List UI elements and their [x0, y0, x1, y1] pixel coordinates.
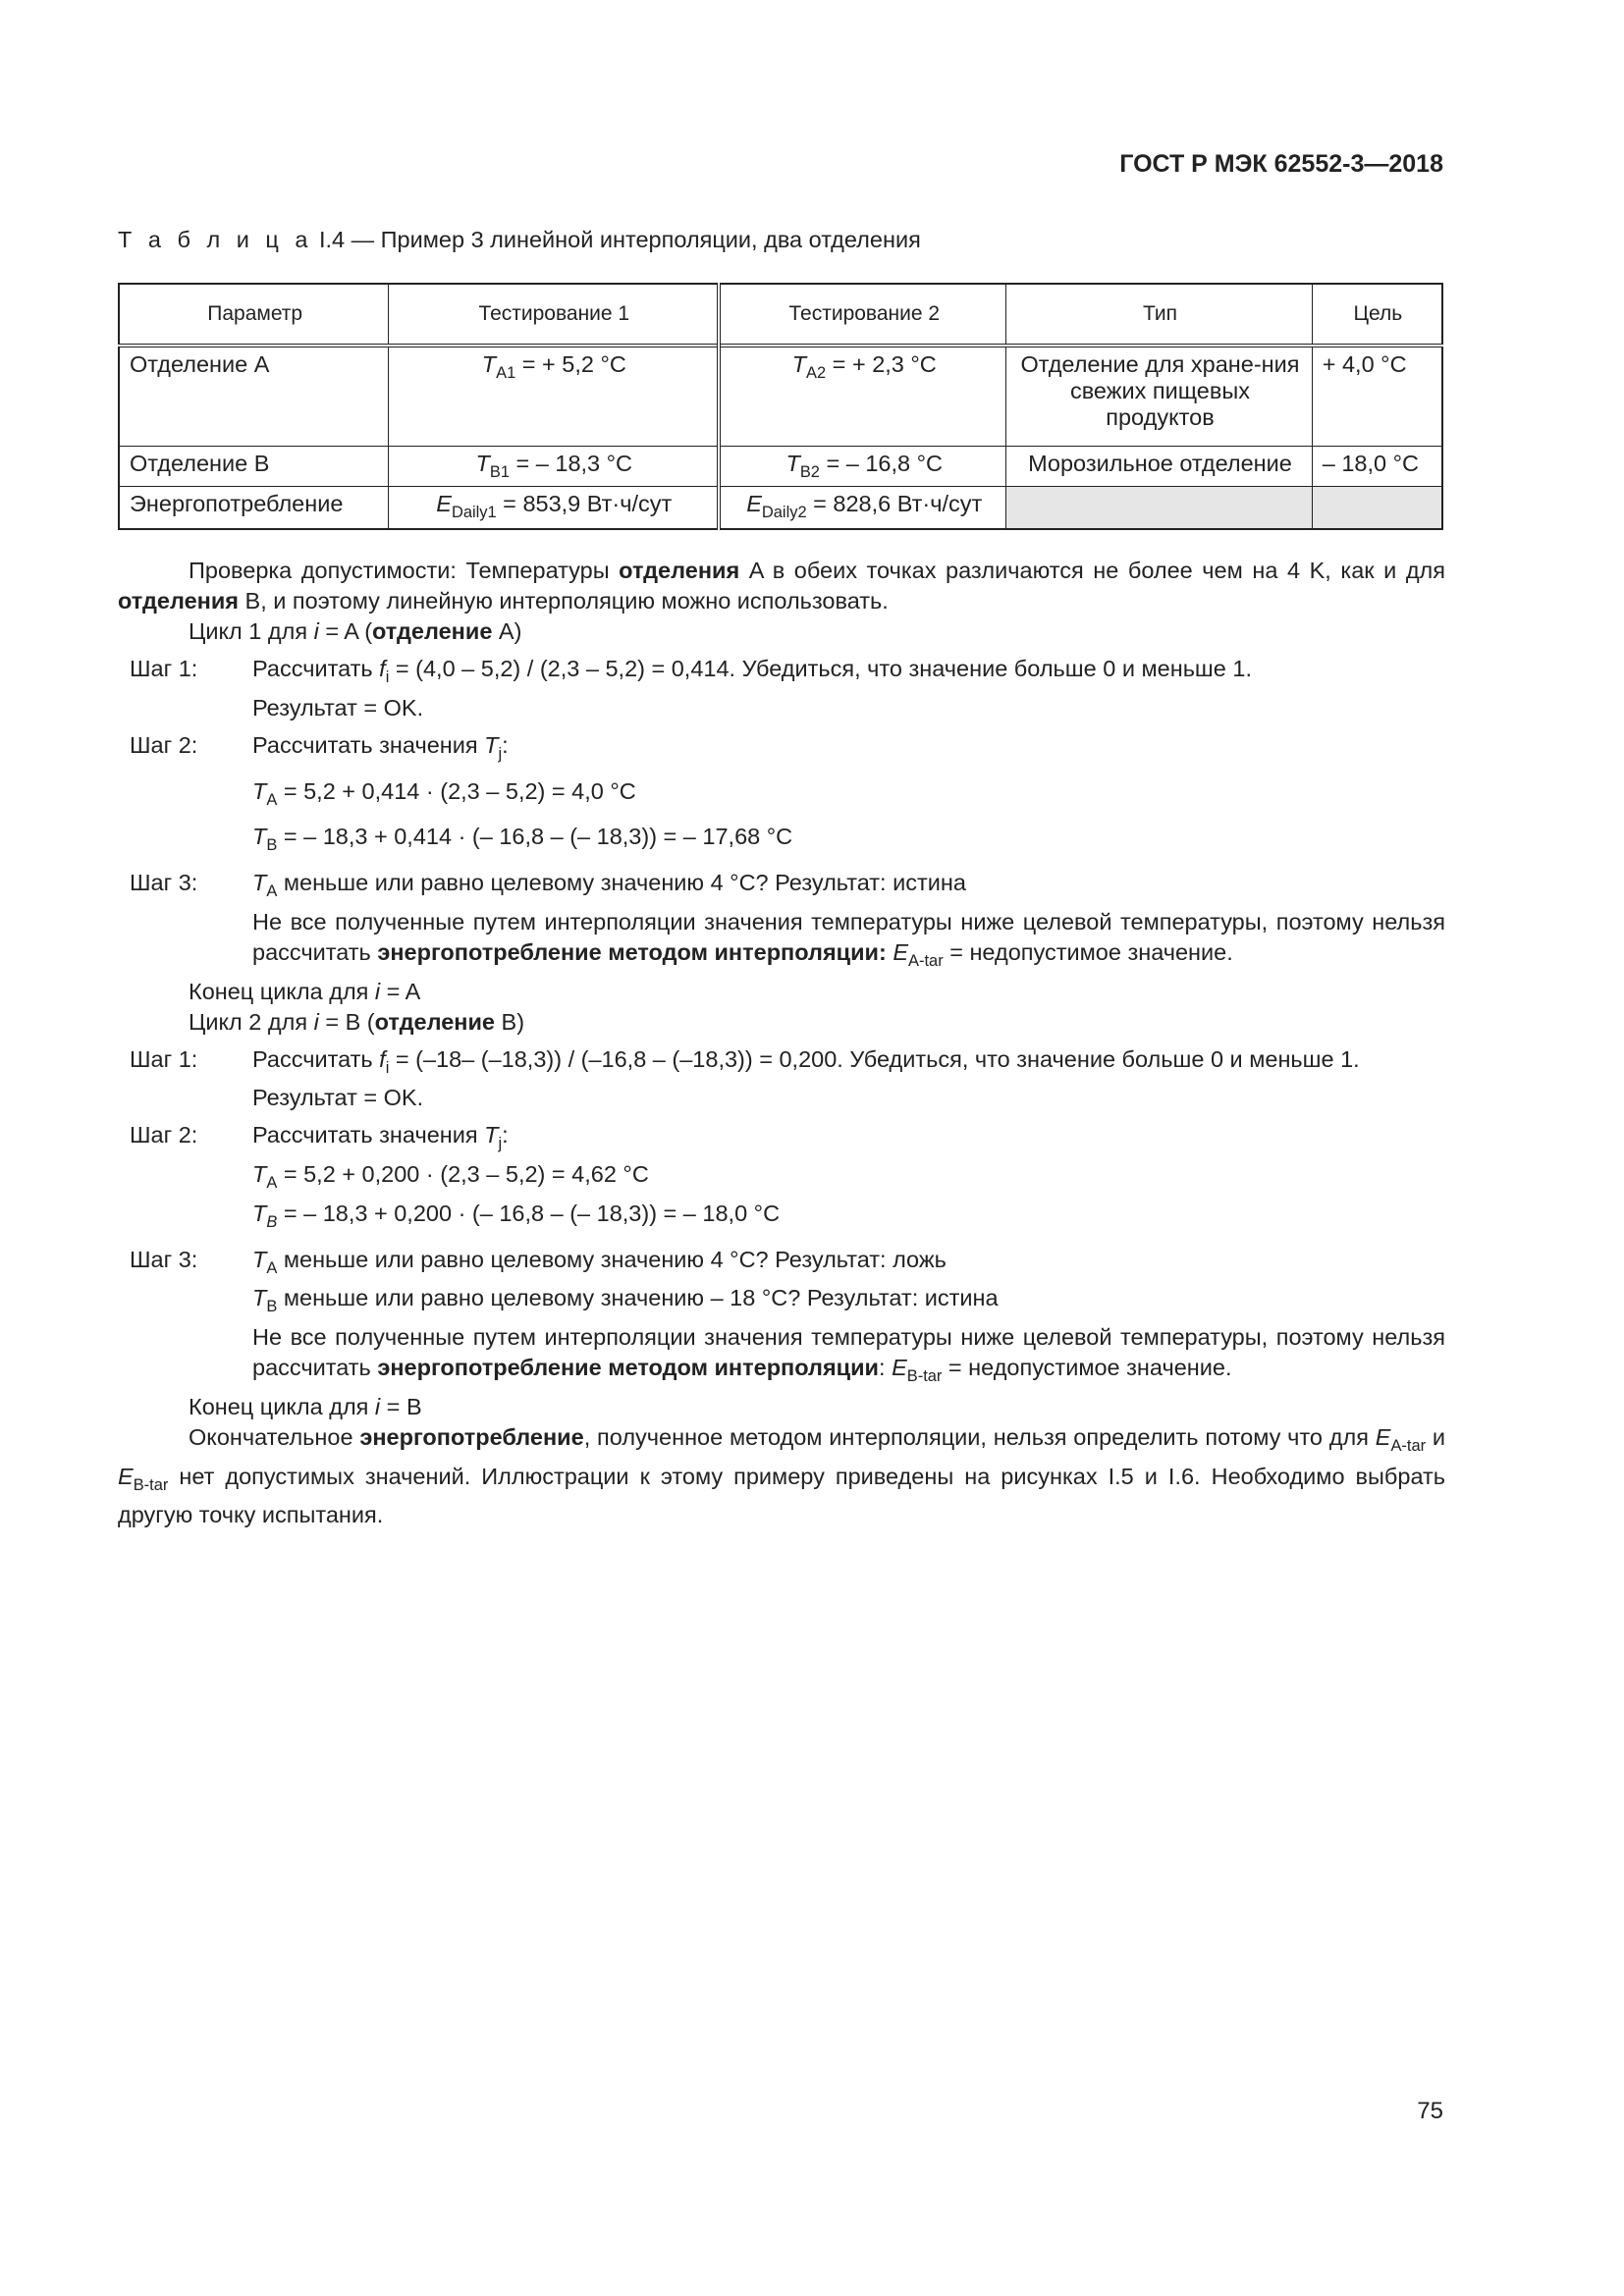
- formula-ta: $T_A = 5,2 + 0,414 \cdot (2,3 - 5,2) = 4,0$ °C: [252, 777, 636, 809]
- cell-test-1: $T_{B1}$ = – 18,3 °C: [389, 447, 719, 487]
- cell-test-1: $T_{A1}$ = + 5,2 °C: [389, 346, 719, 447]
- step-label: Шаг 2:: [130, 731, 198, 758]
- cell-test-2: $T_{A2}$ = + 2,3 °C: [719, 346, 1006, 447]
- cycle-2-end: Конец цикла для i = B: [189, 1393, 422, 1419]
- cycle-1-end: Конец цикла для i = A: [189, 978, 421, 1004]
- step-text: Рассчитать $f_i = (4,0 - 5,2) / (2,3 - 5,2) = 0,414$. Убедиться, что значение больше 0 и меньше 1. Результат = OK.: [252, 656, 1252, 721]
- header-test-2: Тестирование 2: [719, 284, 1006, 346]
- table-caption: [118, 227, 921, 253]
- cycle-2-step-3: [118, 1245, 1445, 1392]
- table-row: [119, 447, 1442, 487]
- step-label: Шаг 3:: [130, 870, 198, 895]
- validity-check-paragraph: Проверка допустимости: Температуры отделения A в обеих точках различаются не более чем на 4 K, как и для отделения B, и поэтому линейную интерполяцию можно использовать.: [118, 558, 1445, 614]
- cell-type: Отделение для хране-ния свежих пищевых продуктов: [1006, 346, 1312, 447]
- cell-goal: + 4,0 °C: [1312, 346, 1442, 447]
- table-caption-text: I.4 — Пример 3 линейной интерполяции, два отделения: [312, 227, 921, 252]
- cell-test-1: $E_{Daily1} = 853,9$ Вт·ч/сут: [389, 487, 719, 530]
- header-goal: Цель: [1312, 284, 1442, 346]
- table-row: [119, 487, 1442, 530]
- interpolation-table: [118, 283, 1443, 530]
- cycle-1-title: Цикл 1 для i = A (отделение A): [189, 618, 522, 644]
- cell-test-2: $T_{B2}$ = – 16,8 °C: [719, 447, 1006, 487]
- cycle-1-step-2: [118, 730, 1445, 868]
- final-paragraph: Окончательное энергопотребление, полученное методом интерполяции, нельзя определить потому что для $E_{A-tar}$ и $E_{B-tar}$ нет допустимых значений. Иллюстрации к этому примеру приведены на рисунках I.5 и I.6. Необходимо выбрать другую точку испытания.: [118, 1423, 1446, 1528]
- formula-ta: $T_A = 5,2 + 0,200 \cdot (2,3 - 5,2) = 4,62$ °C: [252, 1161, 649, 1192]
- step-text: Рассчитать значения $T_j$: $T_A = 5,2 + 0,200 \cdot (2,3 - 5,2) = 4,62$ °C $T_B$ = – 18,3 + 0,200 · (– 16,8 – (– 18,3)) = – 18,0 °C: [252, 1120, 1445, 1237]
- header-parameter: Параметр: [119, 284, 389, 346]
- cell-type-empty: [1006, 487, 1312, 530]
- formula-tb: $T_B$ = – 18,3 + 0,414 · (– 16,8 – (– 18,3)) = – 17,68 °C: [252, 824, 793, 854]
- step-text: $T_A$ меньше или равно целевому значению 4 °C? Результат: ложь $T_B$ меньше или равно целевому значению – 18 °C? Результат: истина Не все полученные путем интерполяции значения температуры ниже целевой температуры, поэтому нельзя рассчитать энергопотребление методом интерполяции: $E_{B-tar}$ = недопустимое значение.: [252, 1246, 1445, 1385]
- header-test-1: Тестирование 1: [389, 284, 719, 346]
- cell-param: Отделение A: [119, 346, 389, 447]
- cycle-1-step-1: [118, 654, 1445, 723]
- document-id: ГОСТ Р МЭК 62552-3—2018: [1119, 150, 1443, 178]
- formula-tb: $T_B$ = – 18,3 + 0,200 · (– 16,8 – (– 18,3)) = – 18,0 °C: [252, 1200, 781, 1231]
- cell-param: Отделение B: [119, 447, 389, 487]
- body-text: [118, 556, 1445, 1530]
- step-label: Шаг 2:: [130, 1122, 198, 1148]
- header-type: Тип: [1006, 284, 1312, 346]
- table-caption-prefix: Т а б л и ц а: [118, 227, 313, 252]
- step-text: Рассчитать значения $T_j$: $T_A = 5,2 + 0,414 \cdot (2,3 - 5,2) = 4,0$ °C $T_B$ = – 18,3 + 0,414 · (– 16,8 – (– 18,3)) = – 17,68 °C: [252, 730, 1445, 868]
- cell-goal: – 18,0 °C: [1312, 447, 1442, 487]
- cell-param: Энергопотребление: [119, 487, 389, 530]
- table-row: [119, 346, 1442, 447]
- cycle-2-step-1: [118, 1044, 1445, 1114]
- step-text: $T_A$ меньше или равно целевому значению 4 °C? Результат: истина Не все полученные путем интерполяции значения температуры ниже целевой температуры, поэтому нельзя рассчитать энергопотребление методом интерполяции: $E_{A-tar}$ = недопустимое значение.: [252, 870, 1445, 970]
- step-label: Шаг 1:: [130, 656, 198, 681]
- cycle-2-title: Цикл 2 для i = B (отделение B): [189, 1008, 525, 1035]
- step-text: Рассчитать $f_i = (-18-$ (–18,3)) / (–16,8 – (–18,3)) = 0,200. Убедиться, что значение больше 0 и меньше 1. Результат = OK.: [252, 1045, 1360, 1111]
- step-label: Шаг 1:: [130, 1045, 198, 1072]
- cell-type: Морозильное отделение: [1006, 447, 1312, 487]
- step-label: Шаг 3:: [130, 1246, 198, 1272]
- page-number: 75: [1417, 2098, 1443, 2124]
- cycle-1-step-3: [118, 868, 1445, 977]
- table-header-row: [119, 284, 1442, 346]
- cell-goal-empty: [1312, 487, 1442, 530]
- cycle-2-step-2: [118, 1120, 1445, 1237]
- cell-test-2: $E_{Daily2} = 828,6$ Вт·ч/сут: [719, 487, 1006, 530]
